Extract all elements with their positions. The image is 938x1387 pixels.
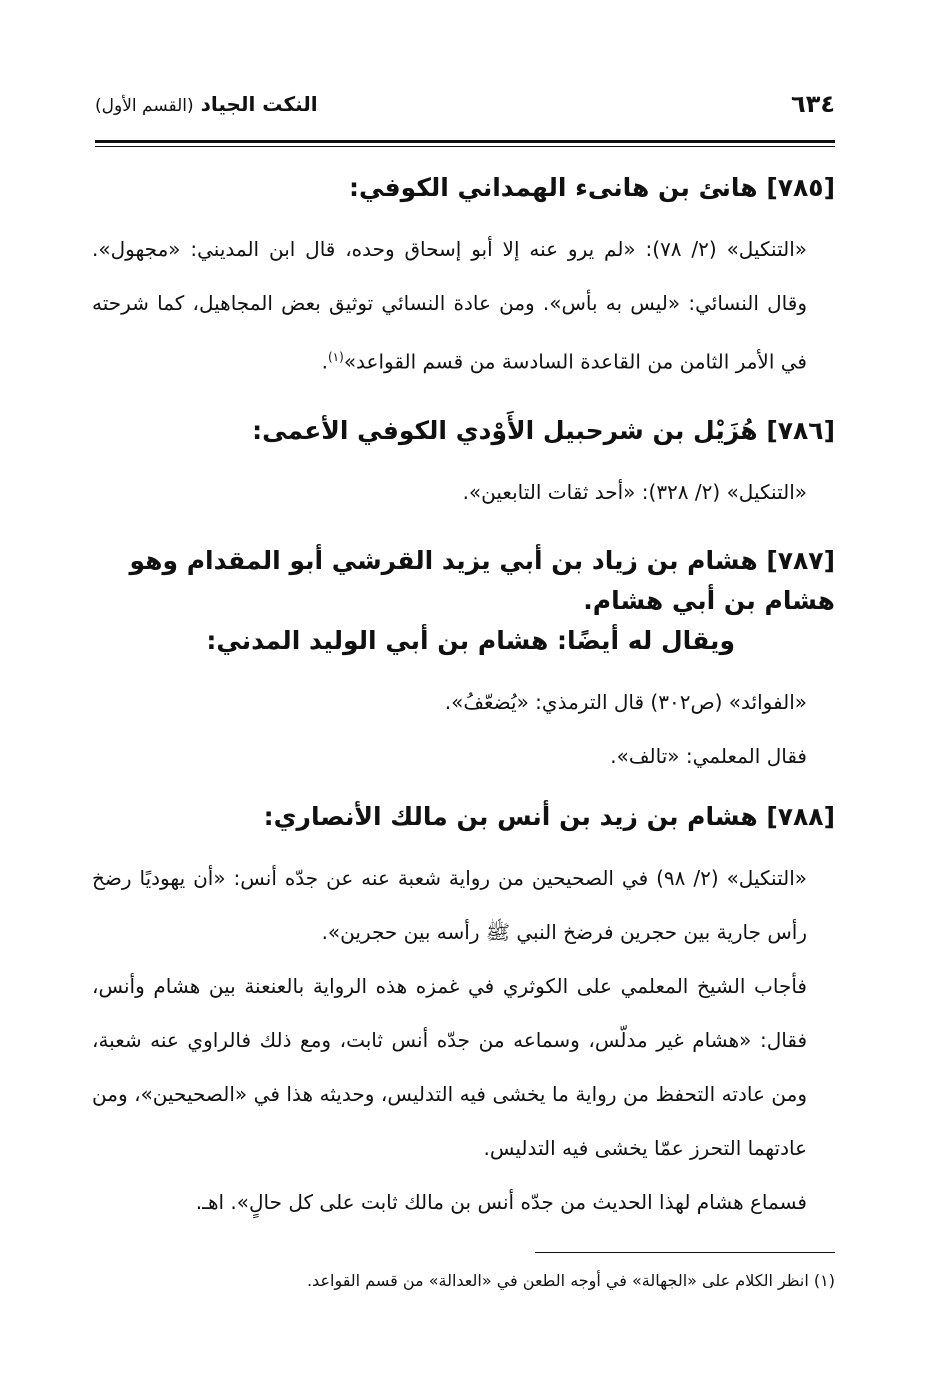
entry-788-text-2: فأجاب الشيخ المعلمي على الكوثري في غمزه هذه الرواية بالعنعنة بين هشام وأنس، فقال: «هشام غير مدلّس، وسماعه من جدّه أنس ثابت، ومع ذلك فالراوي عنه شعبة، ومن عادته التحفظ من رواية ما يخشى فيه التدليس، وحديثه هذا في «الصحيحين»، ومن عادتهما التحرز عمّا يخشى فيه التدليس. [92,973,807,1160]
entry-title-787: [٧٨٧] هشام بن زياد بن أبي يزيد القرشي أبو المقدام وهو هشام بن أبي هشام. [129,545,835,615]
entry-785-end: . [321,349,328,374]
entry-788-text-3: فسماع هشام لهذا الحديث من جدّه أنس بن مالك ثابت على كل حالٍ». اهـ. [195,1189,807,1214]
entry-title-785: [٧٨٥] هانئ بن هانىء الهمداني الكوفي: [349,173,835,202]
entry-787-text-2 [92,729,835,783]
book-title: النكت الجياد [200,92,318,116]
main-content [92,168,835,1229]
running-header [95,88,835,128]
footnote-reference[interactable]: (١) [327,350,344,364]
page-number: ٦٣٤ [791,90,835,118]
entry-786-text: «التنكيل» (٢/ ٣٢٨): «أحد ثقات التابعين». [462,479,807,504]
header-rule [95,140,835,147]
entry-788-text-1: «التنكيل» (٢/ ٩٨) في الصحيحين من رواية شعبة عنه عن جدّه أنس: «أن يهوديًا رضخ رأس جارية بين حجرين فرضخ النبي ﷺ رأسه بين حجرين». [92,865,807,944]
entry-title-786: [٧٨٦] هُزَيْل بن شرحبيل الأَوْدي الكوفي الأعمى: [252,415,835,445]
entry-785-body: «التنكيل» (٢/ ٧٨): «لم يرو عنه إلا أبو إسحاق وحده، قال ابن المديني: «مجهول». وقال النسائي: «ليس به بأس». ومن عادة النسائي توثيق بعض المجاهيل، كما شرحته في الأمر الثامن من القاعدة السادسة من قسم القواعد» [92,237,807,374]
book-part: (القسم الأول) [95,96,194,116]
running-title [95,92,318,116]
footnote-separator [535,1252,835,1253]
entry-title-787-continued: ويقال له أيضًا: هشام بن أبي الوليد المدني: [206,625,735,655]
entry-785-text [92,222,835,389]
entry-787-text-1: «الفوائد» (ص٣٠٢) قال الترمذي: «يُضعّفُ». [444,689,807,714]
entry-title-788: [٧٨٨] هشام بن زيد بن أنس بن مالك الأنصاري: [263,801,835,831]
entry-787-verdict: فقال المعلمي: «تالف». [610,743,807,768]
footnote: (١) انظر الكلام على «الجهالة» في أوجه الطعن في «العدالة» من قسم القواعد. [306,1271,835,1290]
